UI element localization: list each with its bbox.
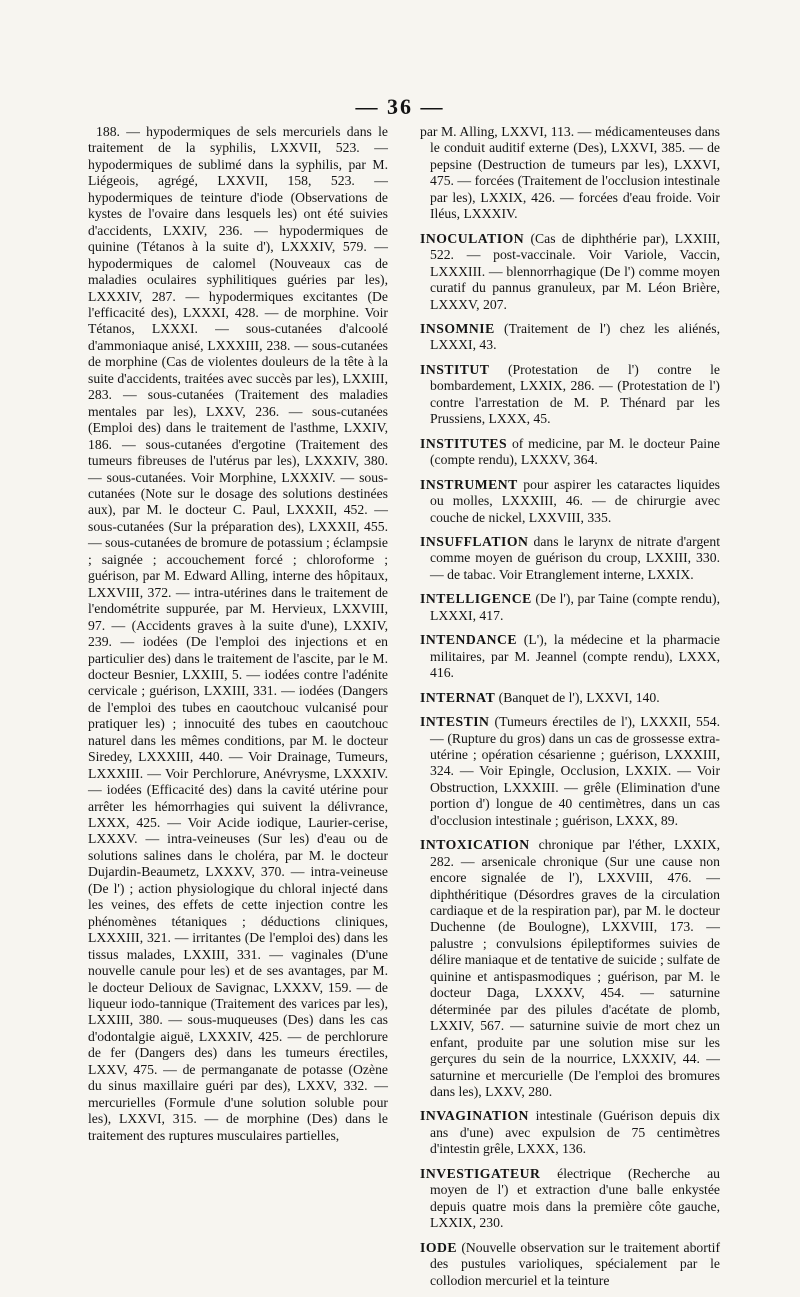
entry-headword: INOCULATION: [420, 230, 525, 246]
index-entry: [420, 632, 720, 681]
entry-text: (Banquet de l'), LXXVI, 140.: [498, 689, 660, 705]
index-entry: [420, 534, 720, 583]
entry-text: pour aspirer les cataractes liquides ou molles, LXXXIII, 46. — de chirurgie avec couche de nickel, LXXVIII, 335.: [430, 476, 720, 525]
entry-text: (L'), la médecine et la pharmacie militaires, par M. Jeannel (compte rendu), LXXX, 416.: [430, 632, 721, 681]
entry-text: (Traitement de l') chez les aliénés, LXXXI, 43.: [430, 320, 720, 353]
entry-headword: INSTITUTES: [420, 435, 508, 451]
index-entry: [420, 1240, 720, 1289]
entry-text: of medicine, par M. le docteur Paine (compte rendu), LXXXV, 364.: [430, 435, 721, 468]
entry-text: (De l'), par Taine (compte rendu), LXXXI, 417.: [430, 591, 721, 623]
entry-headword: INVAGINATION: [420, 1108, 529, 1124]
entry-headword: IODE: [420, 1239, 457, 1255]
entry-headword: INSTRUMENT: [420, 476, 518, 492]
entry-headword: INTENDANCE: [420, 632, 518, 648]
index-entry: [420, 321, 720, 354]
entry-headword: INTESTIN: [420, 714, 490, 730]
index-entry: [420, 231, 720, 313]
entry-headword: INVESTIGATEUR: [420, 1165, 541, 1181]
entry-headword: INTELLIGENCE: [420, 591, 532, 607]
index-entry: [420, 591, 720, 624]
entry-text: intestinale (Guérison depuis dix ans d'une) avec expulsion de 75 centimètres d'intestin grêle, LXXX, 136.: [430, 1108, 721, 1157]
entry-headword: INTERNAT: [420, 689, 496, 705]
index-entry: [420, 837, 720, 1100]
index-entry: [420, 362, 720, 428]
index-entry: [420, 690, 720, 706]
entry-text: (Tumeurs érectiles de l'), LXXXII, 554. — (Rupture du gros) dans un cas de grossesse extra-utérine ; opération césarienne ; guérison, LXXXIII, 324. — Voir Epingle, Occlusion, LXXIX. — Voir Obstruction, LXXXIII. — grêle (Elimination d'une portion d') longue de 40 centimètres, dans un cas d'occlusion intestinale ; guérison, LXXX, 89.: [430, 714, 720, 828]
entry-headword: INSTITUT: [420, 361, 490, 377]
entry-headword: INTOXICATION: [420, 837, 530, 853]
entry-text: par M. Alling, LXXVI, 113. — médicamenteuses dans le conduit auditif externe (Des), LXXVI, 385. — de pepsine (Destruction de tumeurs par les), LXXVI, 475. — forcées (Traitement de l'occlusion intestinale par les), LXXIX, 426. — forcées d'eau froide. Voir Iléus, LXXXIV.: [420, 124, 720, 222]
index-entry: [420, 714, 720, 829]
index-entry: [420, 436, 720, 469]
index-entry: 188. — hypodermiques de sels mercuriels dans le traitement de la syphilis, LXXVII, 523. — hypodermiques de sublimé dans la syphilis, par M. Liégeois, agrégé, LXXVII, 158, 523. — hypodermiques de teinture d'iode (Observations de kystes de l'ovaire dans lesquels les) ont été suivies d'accidents, LXXIV, 236. — hypodermiques de quinine (Tétanos à la suite d'), LXXXIV, 579. — hypodermiques de calomel (Nouveaux cas de maladies oculaires syphilitiques guéries par les), LXXXIV, 287. — hypodermiques excitantes (De l'efficacité des), LXXXI, 428. — de morphine. Voir Tétanos, LXXXI. — sous-cutanées d'alcoolé d'ammoniaque anisé, LXXXIII, 238. — sous-cutanées de morphine (Cas de violentes douleurs de la tête à la suite d'accidents, traitées avec succès par les), LXXIII, 283. — sous-cutanées (Traitement des maladies mentales par les), LXXV, 236. — sous-cutanées (Emploi des) dans le traitement de l'asthme, LXXIV, 186. — sous-cutanées d'ergotine (Traitement des tumeurs fibreuses de l'utérus par les), LXXXIV, 380. — sous-cutanées. Voir Morphine, LXXXIV. — sous-cutanées (Note sur le dosage des solutions destinées aux), par M. le docteur C. Paul, LXXXII, 452. — sous-cutanées (Sur la préparation des), LXXXII, 455. — sous-cutanées de bromure de potassium ; éclampsie ; saignée ; accouchement forcé ; chloroforme ; guérison, par M. Edward Alling, interne des hôpitaux, LXXVIII, 372. — intra-utérines dans le traitement de l'endométrite suppurée, par M. Hervieux, LXXVIII, 97. — (Accidents graves à la suite d'une), LXXIV, 239. — iodées (De l'emploi des injections et en particulier des) dans le traitement de l'ascite, par le M. docteur Besnier, LXXIII, 5. — iodées contre l'adénite cervicale ; guérison, LXXIII, 331. — iodées (Dangers de l'emploi des tubes en caoutchouc vulcanisé pour pratiquer les) ; innocuité des tubes en caoutchouc naturel dans les mêmes conditions, par M. le docteur Siredey, LXXXIII, 440. — Voir Drainage, Tumeurs, LXXXIII. — Voir Perchlorure, Anévrysme, LXXXIV. — iodées (Efficacité des) dans la cavité utérine pour arrêter les hémorrhagies qui suivent la délivrance, LXXX, 425. — Voir Acide iodique, Laurier-cerise, LXXXV. — intra-veineuses (Sur les) d'eau ou de solutions salines dans le choléra, par M. le docteur Dujardin-Beaumetz, LXXXV, 370. — intra-veineuse (De l') ; action physiologique du chloral injecté dans les veines, des effets de cette injection contre les phénomènes tétaniques ; déductions cliniques, LXXXIII, 321. — irritantes (De l'emploi des) dans les tissus malades, LXXIII, 331. — vaginales (D'une nouvelle canule pour les) et de ses avantages, par M. le docteur Delioux de Savignac, LXXXV, 159. — de liqueur iodo-tannique (Traitement des varices par les), LXXIII, 380. — sous-muqueuses (Des) dans les cas d'odontalgie aiguë, LXXXIV, 425. — de perchlorure de fer (Dangers des) dans les tumeurs érectiles, LXXV, 475. — de permanganate de potasse (Ozène du sinus maxillaire guéri par des), LXXV, 332. — mercurielles (Formule d'une solution soluble pour les), LXXVI, 315. — de morphine (Des) dans le traitement des ruptures musculaires partielles,: [88, 124, 388, 1143]
entry-text: dans le larynx de nitrate d'argent comme moyen de guérison du croup, LXXIII, 330. — de tabac. Voir Etranglement interne, LXXIX.: [430, 533, 721, 582]
index-entry: [420, 477, 720, 526]
entry-text: chronique par l'éther, LXXIX, 282. — arsenicale chronique (Sur une cause non encore signalée de l'), LXXVIII, 476. — diphthéritique (Désordres graves de la circulation cardiaque et de la respiration par), par M. le docteur Duchenne (de Boulogne), LXXVIII, 173. — palustre ; convulsions épileptiformes suivies de délire maniaque et de tentative de suicide ; sulfate de quinine et antispasmodiques ; guérison, par M. le docteur Daga, LXXXV, 454. — saturnine déterminée par des pilules d'acétate de plomb, LXXIV, 567. — saturnine suivie de mort chez un enfant, produite par une solution mise sur les gerçures du sein de la nourrice, LXXXIV, 44. — saturnine et mercurielle (De l'emploi des bromures dans les), LXXV, 280.: [430, 837, 721, 1100]
entry-text: électrique (Recherche au moyen de l') et extraction d'une balle enkystée depuis quatre mois dans la première côte gauche, LXXIX, 230.: [430, 1165, 721, 1231]
entry-headword: INSOMNIE: [420, 320, 495, 336]
entry-text: (Protestation de l') contre le bombardement, LXXIX, 286. — (Protestation de l') contre l'arrestation de M. P. Thénard par les Prussiens, LXXX, 45.: [430, 361, 720, 427]
page-number: — 36 —: [355, 94, 445, 119]
right-column: [420, 124, 720, 1297]
index-entry: [420, 1166, 720, 1232]
left-column: [88, 124, 388, 1144]
entry-text: (Cas de diphthérie par), LXXIII, 522. — post-vaccinale. Voir Variole, Vaccin, LXXXIII. — blennorrhagique (De l') comme moyen curatif du pannus granuleux, par M. Léon Brière, LXXXV, 207.: [430, 230, 721, 312]
index-entry: [420, 1108, 720, 1157]
index-entry: [420, 124, 720, 223]
entry-headword: INSUFFLATION: [420, 533, 529, 549]
entry-text: (Nouvelle observation sur le traitement abortif des pustules varioliques, spécialement par le collodion mercuriel et la teinture: [430, 1239, 721, 1288]
